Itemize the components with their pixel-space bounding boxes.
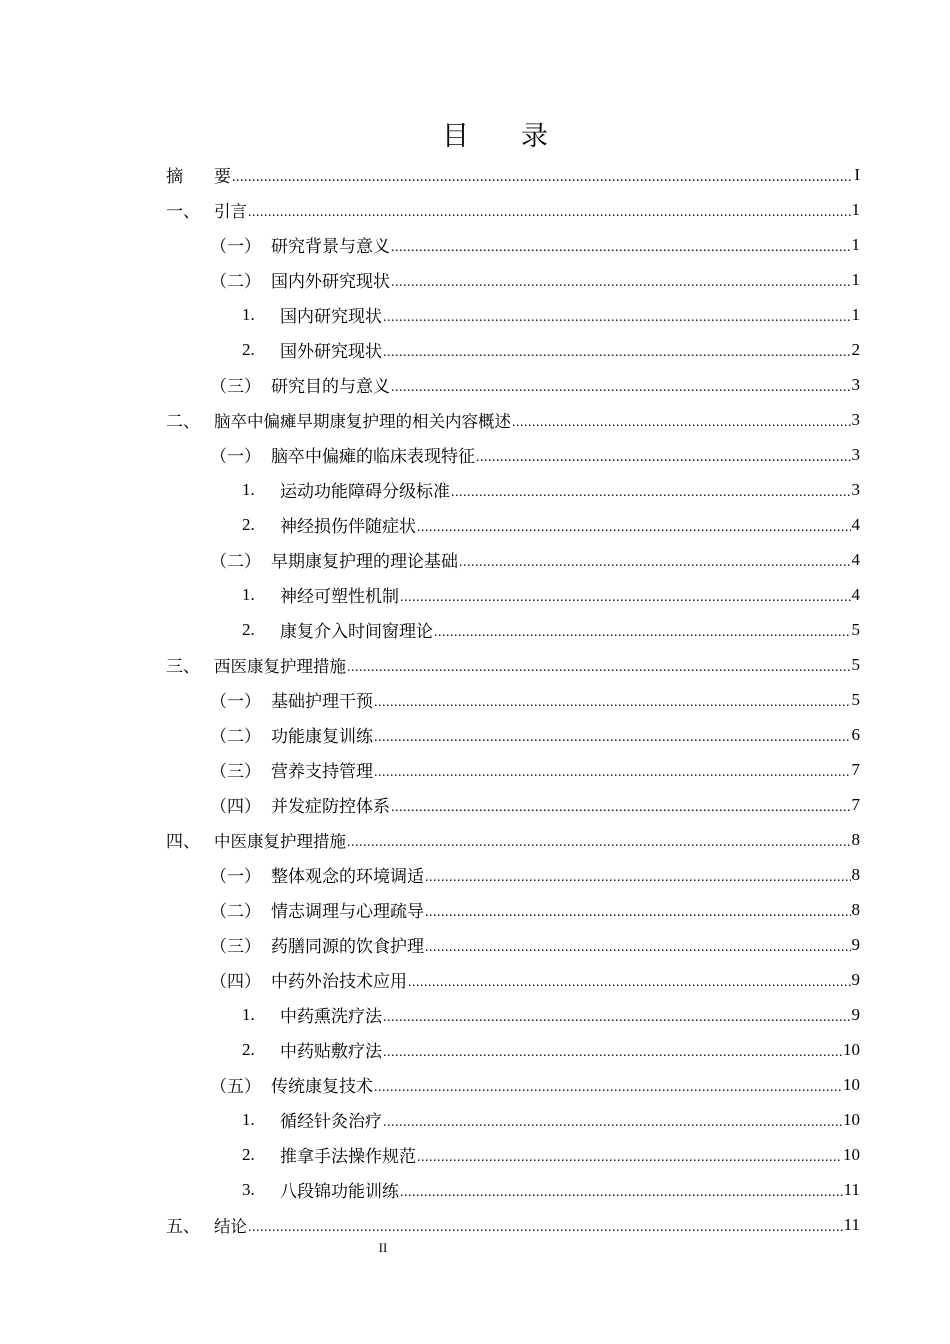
- toc-entry-page: 4: [851, 584, 860, 604]
- toc-entry[interactable]: [166, 437, 860, 472]
- toc-entry-number: （一）: [210, 447, 261, 467]
- toc-entry-number: （三）: [210, 937, 261, 957]
- toc-entry-number: （二）: [210, 552, 261, 572]
- toc-entry-page: 11: [843, 1214, 860, 1234]
- toc-entry-number: 2.: [242, 339, 255, 359]
- toc-entry-number: 二、: [166, 412, 200, 432]
- toc-dot-leader: [383, 345, 851, 361]
- toc-entry-page: 8: [851, 899, 860, 919]
- toc-entry[interactable]: [166, 367, 860, 402]
- toc-entry-title: 循经针灸治疗: [280, 1112, 382, 1132]
- toc-entry-title: 脑卒中偏瘫早期康复护理的相关内容概述: [214, 411, 511, 431]
- toc-entry-page: 9: [851, 969, 860, 989]
- toc-entry-title: 中药贴敷疗法: [280, 1042, 382, 1062]
- toc-entry-title: 功能康复训练: [271, 727, 373, 747]
- toc-entry-title: 药膳同源的饮食护理: [271, 937, 424, 957]
- toc-entry-page: 1: [851, 304, 860, 324]
- toc-entry-page: 1: [851, 269, 860, 289]
- toc-entry-title: 研究背景与意义: [271, 237, 390, 257]
- toc-entry-page: 9: [851, 934, 860, 954]
- toc-entry-title: 引言: [214, 201, 247, 221]
- toc-entry[interactable]: [166, 1207, 860, 1242]
- toc-entry[interactable]: [166, 962, 860, 997]
- toc-dot-leader: [408, 975, 851, 991]
- toc-entry[interactable]: [166, 472, 860, 507]
- toc-entry-number: 三、: [166, 657, 200, 677]
- toc-entry-number: 摘: [166, 167, 183, 187]
- toc-entry-number: 1.: [242, 304, 255, 324]
- toc-entry-title: 西医康复护理措施: [214, 656, 346, 676]
- toc-entry[interactable]: [166, 577, 860, 612]
- toc-entry-title: 脑卒中偏瘫的临床表现特征: [271, 447, 475, 467]
- toc-entry[interactable]: [166, 682, 860, 717]
- toc-entry-page: 4: [851, 514, 860, 534]
- toc-entry-title: 康复介入时间窗理论: [280, 622, 433, 642]
- toc-dot-leader: [391, 380, 851, 396]
- toc-entry-page: 4: [851, 549, 860, 569]
- toc-entry-page: I: [854, 164, 860, 184]
- toc-entry-number: （四）: [210, 797, 261, 817]
- toc-entry-number: （五）: [210, 1077, 261, 1097]
- toc-entry-title: 国内研究现状: [280, 307, 382, 327]
- toc-entry-title: 研究目的与意义: [271, 377, 390, 397]
- toc-entry-title: 八段锦功能训练: [280, 1182, 399, 1202]
- toc-entry-page: 6: [851, 724, 860, 744]
- toc-dot-leader: [451, 485, 851, 501]
- toc-dot-leader: [417, 520, 851, 536]
- toc-dot-leader: [347, 835, 851, 851]
- toc-entry-title: 结论: [214, 1216, 247, 1236]
- toc-entry-title: 早期康复护理的理论基础: [271, 552, 458, 572]
- toc-entry[interactable]: [166, 752, 860, 787]
- toc-dot-leader: [400, 590, 851, 606]
- toc-entry[interactable]: [166, 1102, 860, 1137]
- toc-dot-leader: [383, 1010, 851, 1026]
- toc-entry-number: （二）: [210, 727, 261, 747]
- toc-entry-page: 9: [851, 1004, 860, 1024]
- toc-entry-page: 1: [851, 234, 860, 254]
- page-title-char-2: 录: [521, 121, 548, 152]
- toc-entry-page: 5: [851, 689, 860, 709]
- toc-entry[interactable]: [166, 857, 860, 892]
- page-title-char-1: 目: [442, 121, 469, 152]
- toc-dot-leader: [374, 730, 851, 746]
- toc-entry-number: 2.: [242, 619, 255, 639]
- toc-entry-title: 神经损伤伴随症状: [280, 517, 416, 537]
- toc-entry-title: 中药熏洗疗法: [280, 1007, 382, 1027]
- toc-entry-page: 5: [851, 619, 860, 639]
- toc-entry[interactable]: [166, 297, 860, 332]
- toc-entry-number: 四、: [166, 832, 200, 852]
- toc-entry-number: 2.: [242, 1039, 255, 1059]
- toc-dot-leader: [248, 1220, 843, 1236]
- toc-entry-number: （二）: [210, 272, 261, 292]
- toc-entry-number: 五、: [166, 1217, 200, 1237]
- toc-entry-number: 2.: [242, 514, 255, 534]
- toc-entry-page: 8: [851, 864, 860, 884]
- toc-entry-title: 要: [214, 167, 231, 187]
- toc-dot-leader: [383, 310, 851, 326]
- toc-dot-leader: [417, 1150, 842, 1166]
- toc-entry-number: （一）: [210, 237, 261, 257]
- toc-entry-title: 推拿手法操作规范: [280, 1147, 416, 1167]
- toc-entry-number: 1.: [242, 1109, 255, 1129]
- toc-entry-page: 2: [851, 339, 860, 359]
- toc-entry[interactable]: [166, 997, 860, 1032]
- toc-entry-page: 1: [851, 199, 860, 219]
- toc-dot-leader: [400, 1185, 843, 1201]
- toc-entry-title: 国内外研究现状: [271, 272, 390, 292]
- toc-entry-number: 2.: [242, 1144, 255, 1164]
- toc-entry-title: 整体观念的环境调适: [271, 867, 424, 887]
- toc-entry[interactable]: [166, 612, 860, 647]
- toc-entry-page: 3: [851, 409, 860, 429]
- toc-entry-title: 营养支持管理: [271, 762, 373, 782]
- toc-dot-leader: [391, 240, 851, 256]
- toc-entry-title: 传统康复技术: [271, 1077, 373, 1097]
- toc-entry-page: 10: [843, 1109, 860, 1129]
- toc-entry[interactable]: [166, 1032, 860, 1067]
- toc-entry-number: 3.: [242, 1179, 255, 1199]
- page-title: [0, 114, 950, 153]
- toc-entry[interactable]: [166, 787, 860, 822]
- toc-entry[interactable]: [166, 717, 860, 752]
- toc-dot-leader: [434, 625, 851, 641]
- toc-dot-leader: [347, 660, 851, 676]
- toc-entry-title: 基础护理干预: [271, 692, 373, 712]
- toc-entry-number: （一）: [210, 867, 261, 887]
- toc-entry-page: 3: [851, 374, 860, 394]
- toc-entry-title: 并发症防控体系: [271, 797, 390, 817]
- toc-entry-title: 神经可塑性机制: [280, 587, 399, 607]
- toc-entry-page: 5: [851, 654, 860, 674]
- toc-entry-page: 10: [843, 1074, 860, 1094]
- toc-dot-leader: [425, 905, 851, 921]
- toc-entry-page: 10: [843, 1039, 860, 1059]
- toc-entry-number: 1.: [242, 584, 255, 604]
- toc-entry-page: 7: [851, 794, 860, 814]
- toc-entry-number: 1.: [242, 1004, 255, 1024]
- toc-dot-leader: [374, 695, 851, 711]
- toc-entry-title: 情志调理与心理疏导: [271, 902, 424, 922]
- toc-entry-page: 8: [851, 829, 860, 849]
- toc-entry-page: 3: [851, 444, 860, 464]
- toc-entry-abstract[interactable]: [166, 157, 860, 192]
- toc-dot-leader: [248, 205, 851, 221]
- toc-dot-leader: [391, 800, 851, 816]
- toc-dot-leader: [391, 275, 851, 291]
- toc-dot-leader: [425, 870, 851, 886]
- toc-entry-title: 国外研究现状: [280, 342, 382, 362]
- toc-entry[interactable]: [166, 892, 860, 927]
- toc-entry-title: 中药外治技术应用: [271, 972, 407, 992]
- toc-entry-page: 10: [843, 1144, 860, 1164]
- toc-dot-leader: [459, 555, 851, 571]
- toc-dot-leader: [383, 1045, 842, 1061]
- toc-entry[interactable]: [166, 507, 860, 542]
- toc-entry[interactable]: [166, 1172, 860, 1207]
- toc-dot-leader: [232, 170, 853, 186]
- toc-entry-number: （三）: [210, 762, 261, 782]
- toc-entry[interactable]: [166, 927, 860, 962]
- toc-entry[interactable]: [166, 262, 860, 297]
- toc-entry[interactable]: [166, 542, 860, 577]
- toc-entry-number: 1.: [242, 479, 255, 499]
- toc-entry[interactable]: [166, 227, 860, 262]
- toc-dot-leader: [425, 940, 851, 956]
- toc-entry-number: （二）: [210, 902, 261, 922]
- toc-entry-page: 3: [851, 479, 860, 499]
- toc-entry[interactable]: [166, 402, 860, 437]
- toc-entry[interactable]: [166, 647, 860, 682]
- toc-entry-title: 运动功能障碍分级标准: [280, 482, 450, 502]
- toc-dot-leader: [383, 1115, 842, 1131]
- toc-entry-page: 11: [843, 1179, 860, 1199]
- toc-entry[interactable]: [166, 1067, 860, 1102]
- toc-dot-leader: [476, 450, 851, 466]
- toc-entry[interactable]: [166, 1137, 860, 1172]
- toc-entry-number: 一、: [166, 202, 200, 222]
- toc-dot-leader: [512, 415, 851, 431]
- toc-entry-title: 中医康复护理措施: [214, 831, 346, 851]
- toc-entry[interactable]: [166, 192, 860, 227]
- toc-entry-number: （三）: [210, 377, 261, 397]
- toc-entry[interactable]: [166, 822, 860, 857]
- toc-entry-number: （一）: [210, 692, 261, 712]
- toc-entry-page: 7: [851, 759, 860, 779]
- toc-entry[interactable]: [166, 332, 860, 367]
- toc-dot-leader: [374, 1080, 842, 1096]
- page-number: II: [378, 1240, 388, 1255]
- toc-dot-leader: [374, 765, 851, 781]
- toc-entry-number: （四）: [210, 972, 261, 992]
- table-of-contents: [166, 157, 860, 1242]
